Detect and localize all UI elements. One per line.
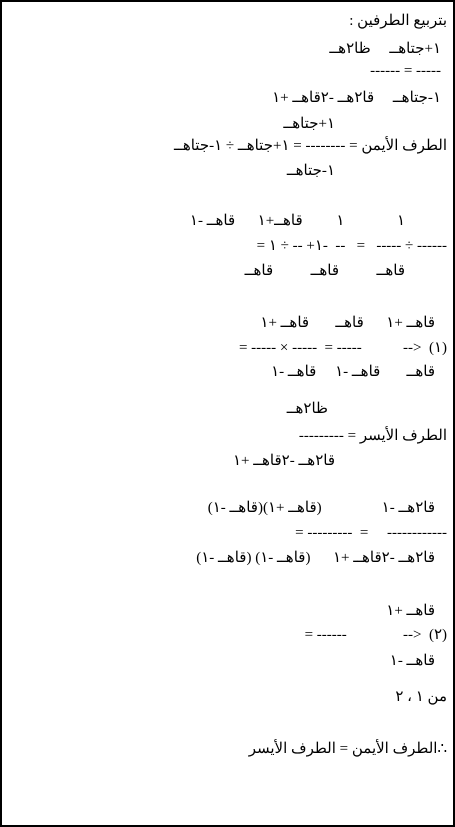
step1-denominator: ١-جتاهــ قا٢هــ -٢قاهــ +١	[272, 90, 441, 106]
from-statement: من ١ ، ٢	[395, 689, 447, 705]
step4-denominators: قاهــ قاهــ -١ قاهــ -١	[271, 364, 435, 380]
heading: بتربيع الطرفين :	[349, 13, 447, 29]
step3-main-line: = ١+ -- ÷ ١- -- = ----- ÷ ------	[256, 238, 447, 254]
step2-numerator: ١+جتاهــ	[283, 116, 335, 132]
step6-numerators: قا٢هــ -١ (قاهــ +١)(قاهــ -١)	[207, 500, 435, 516]
step1-numerator: ١+جتاهــ ظا٢هــ	[329, 41, 441, 57]
step5-numerator: ظا٢هــ	[286, 401, 328, 417]
step5-denominator: قا٢هــ -٢قاهــ +١	[232, 453, 335, 469]
step2-main-line: الطرف الأيمن = -------- = ١+جتاهــ ÷ ١-جتاهــ	[174, 138, 447, 154]
step2-denominator: ١-جتاهــ	[286, 163, 335, 179]
step1-fraction-bar: ------ = -----	[370, 63, 441, 79]
step4-numerators: قاهــ +١ قاهــ قاهــ +١	[260, 315, 435, 331]
step3-denominators: قاهــ قاهــ قاهــ	[244, 263, 405, 279]
step6-main-line: = --------- = ------------	[295, 525, 447, 541]
step3-numerators: ١ ١ قاهــ+١ قاهــ -١	[189, 213, 405, 229]
step4-main-line: = ----- × ----- = ----- --> (١)	[238, 340, 447, 356]
step7-denominator: قاهــ -١	[389, 653, 435, 669]
step7-main-line: = ------ --> (٢)	[304, 627, 447, 643]
conclusion: ∴الطرف الأيمن = الطرف الأيسر	[248, 741, 447, 757]
step7-numerator: قاهــ +١	[386, 603, 435, 619]
step5-main-line: الطرف الأيسر = ---------	[298, 428, 447, 444]
step6-denominators: قا٢هــ -٢قاهــ +١ (قاهــ -١) (قاهــ -١)	[196, 550, 435, 566]
